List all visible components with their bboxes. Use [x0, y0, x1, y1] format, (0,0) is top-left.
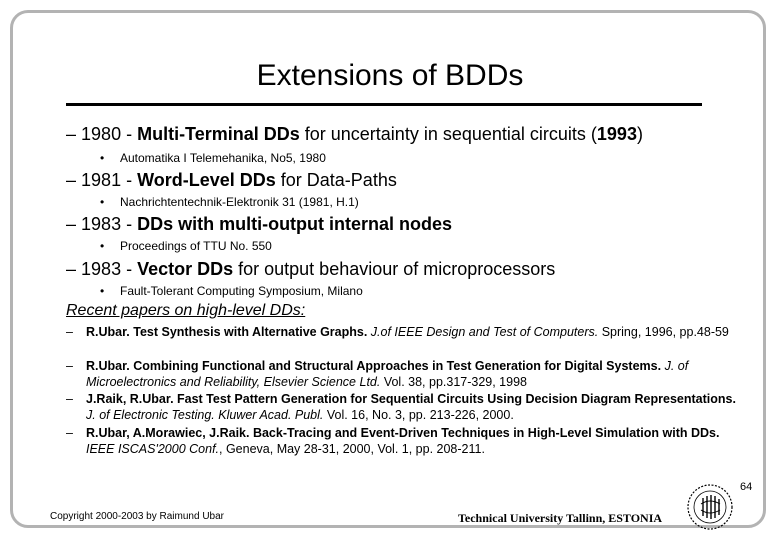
page-number: 64	[740, 481, 753, 493]
bullet-bold: DDs with multi-output internal nodes	[137, 214, 453, 234]
bullet-year: 1980 -	[81, 124, 138, 144]
bullet-bold: Vector DDs	[137, 259, 234, 279]
bullet-rest: for uncertainty in sequential circuits (	[299, 124, 597, 144]
sub-bullet-nachrichtentechnik	[100, 195, 359, 209]
bullet-bold: Word-Level DDs	[137, 170, 276, 190]
sub-bullet-proceedings	[100, 239, 272, 253]
bullet-dash: –	[66, 259, 77, 279]
reference-dash: –	[66, 392, 73, 406]
bullet-1981-word-level	[66, 170, 397, 190]
title-divider	[66, 103, 702, 106]
bullet-year: 1981 -	[81, 170, 138, 190]
bullet-rest: for output behaviour of microprocessors	[233, 259, 556, 279]
sub-bullet-text: Fault-Tolerant Computing Symposium, Milano	[120, 284, 363, 298]
reference-details: Spring, 1996, pp.48-59	[598, 325, 729, 339]
sub-bullet-text: Proceedings of TTU No. 550	[120, 239, 272, 253]
bullet-dash: –	[66, 214, 77, 234]
slide-title: Extensions of BDDs	[256, 59, 524, 92]
reference-dash: –	[66, 426, 73, 440]
reference-authors-title: J.Raik, R.Ubar. Fast Test Pattern Generation for Sequential Circuits Using Decision Diagram Representations.	[86, 392, 736, 406]
reference-details: , Geneva, May 28-31, 2000, Vol. 1, pp. 208-211.	[219, 441, 485, 456]
reference-venue: J. of Electronic Testing. Kluwer Acad. Publ.	[86, 407, 324, 422]
bullet-rest: for Data-Paths	[275, 170, 397, 190]
recent-papers-heading: Recent papers on high-level DDs:	[66, 302, 306, 319]
bullet-year: 1983 -	[81, 259, 138, 279]
bullet-dash: –	[66, 124, 77, 144]
institution-name: Technical University Tallinn, ESTONIA	[458, 511, 663, 525]
university-seal-icon	[684, 482, 736, 532]
bullet-bold: Multi-Terminal DDs	[137, 124, 300, 144]
sub-bullet-marker: •	[100, 151, 105, 165]
bullet-1983-multi-output	[66, 214, 452, 234]
reference-authors-title: R.Ubar, A.Morawiec, J.Raik. Back-Tracing and Event-Driven Techniques in High-Level Simulation with DDs.	[86, 426, 720, 440]
reference-item	[66, 392, 746, 423]
sub-bullet-ftcs	[100, 284, 363, 298]
sub-bullet-text: Nachrichtentechnik-Elektronik 31 (1981, H.1)	[120, 195, 359, 209]
reference-dash: –	[66, 325, 73, 339]
bullet-1980-multi-terminal	[66, 124, 643, 144]
reference-venue: IEEE ISCAS'2000 Conf.	[86, 441, 220, 456]
copyright-text: Copyright 2000-2003 by Raimund Ubar	[50, 511, 224, 522]
reference-dash: –	[66, 359, 73, 373]
bullet-tail: )	[636, 124, 643, 144]
reference-details: Vol. 38, pp.317-329, 1998	[380, 374, 527, 389]
sub-bullet-automatika	[100, 151, 326, 165]
reference-venue: J.of IEEE Design and Test of Computers.	[367, 325, 599, 339]
reference-item	[66, 426, 746, 457]
reference-details: Vol. 16, No. 3, pp. 213-226, 2000.	[323, 407, 514, 422]
sub-bullet-marker: •	[100, 195, 105, 209]
reference-authors-title: R.Ubar. Test Synthesis with Alternative Graphs.	[86, 325, 368, 339]
sub-bullet-marker: •	[100, 284, 105, 298]
sub-bullet-marker: •	[100, 239, 105, 253]
reference-venue: J. of Microelectronics and Reliability, Elsevier Science Ltd.	[86, 359, 689, 389]
bullet-1983-vector	[66, 259, 555, 279]
reference-item	[66, 359, 746, 390]
sub-bullet-text: Automatika I Telemehanika, No5, 1980	[120, 151, 326, 165]
bullet-dash: –	[66, 170, 77, 190]
bullet-year: 1983 -	[81, 214, 138, 234]
reference-item	[66, 325, 746, 341]
reference-authors-title: R.Ubar. Combining Functional and Structural Approaches in Test Generation for Digital Systems.	[86, 359, 662, 373]
bullet-bold-year: 1993	[596, 124, 637, 144]
